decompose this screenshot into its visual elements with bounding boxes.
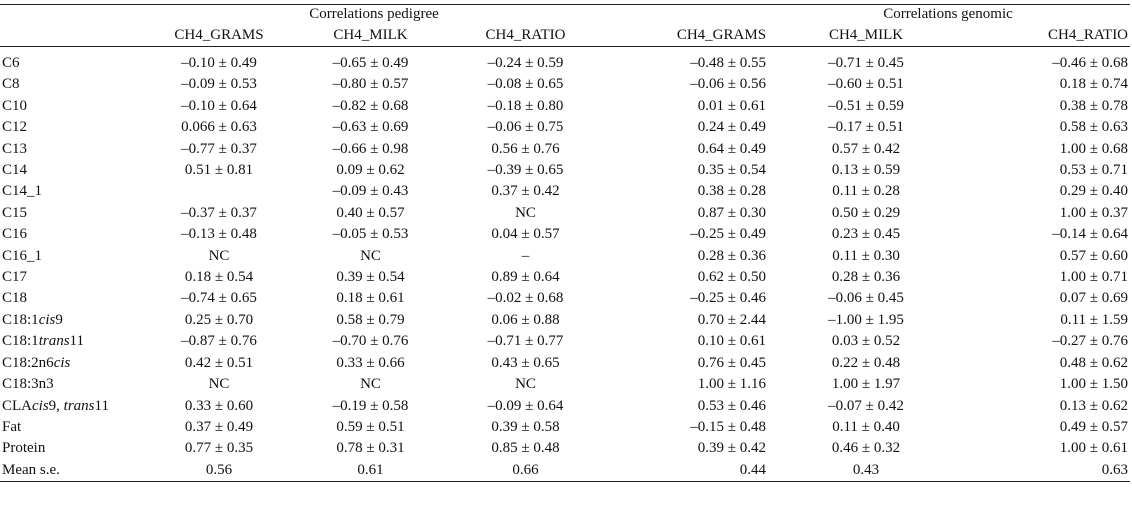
table-cell: 0.09 ± 0.62 — [336, 162, 405, 179]
table-cell: 0.29 ± 0.40 — [1059, 183, 1129, 200]
table-cell: 0.39 ± 0.54 — [336, 269, 405, 286]
table-cell: 0.39 ± 0.58 — [491, 418, 560, 435]
table-cell: 0.03 ± 0.52 — [831, 333, 901, 350]
table-row — [0, 438, 1130, 459]
table-cell: –0.09 ± 0.64 — [487, 397, 564, 414]
group-header-row — [0, 5, 1130, 24]
table-cell: –0.02 ± 0.68 — [487, 290, 564, 307]
table-cell: 0.56 ± 0.76 — [491, 140, 560, 157]
table-cell: –0.05 ± 0.53 — [332, 226, 409, 243]
table-cell: –0.24 ± 0.59 — [487, 55, 564, 71]
table-cell: –0.25 ± 0.46 — [690, 290, 767, 307]
table-cell: 0.56 — [145, 460, 293, 482]
row-label: Fat — [2, 418, 22, 435]
table-cell: 0.62 ± 0.50 — [697, 269, 767, 286]
table-cell: 0.50 ± 0.29 — [831, 204, 901, 221]
table-cell: –0.13 ± 0.48 — [181, 226, 257, 243]
table-cell: NC — [360, 247, 381, 264]
table-cell: 1.00 ± 1.16 — [697, 376, 767, 393]
table-cell: 0.39 ± 0.42 — [697, 440, 767, 457]
table-row — [0, 139, 1130, 160]
table-cell: 0.11 ± 0.30 — [832, 247, 900, 264]
row-label: C14 — [2, 162, 28, 179]
table-cell: –0.17 ± 0.51 — [828, 119, 904, 136]
table-cell: 0.42 ± 0.51 — [184, 354, 254, 371]
table-cell: 0.37 ± 0.42 — [491, 183, 560, 200]
table-cell: –0.14 ± 0.64 — [1052, 226, 1129, 243]
table-cell: –0.87 ± 0.76 — [181, 333, 257, 350]
table-cell: NC — [515, 204, 536, 221]
table-cell: 0.13 ± 0.62 — [1059, 397, 1129, 414]
table-cell: 0.28 ± 0.36 — [697, 247, 767, 264]
table-cell: –0.18 ± 0.80 — [487, 97, 564, 114]
table-cell: 0.78 ± 0.31 — [336, 440, 405, 457]
row-label: C8 — [2, 76, 20, 93]
table-cell: –0.19 ± 0.58 — [332, 397, 409, 414]
table-cell: –0.06 ± 0.75 — [487, 119, 564, 136]
table-cell: 0.66 — [448, 460, 603, 482]
table-cell: 0.63 — [946, 460, 1130, 482]
table-cell: NC — [208, 376, 230, 393]
table-row — [0, 417, 1130, 438]
table-cell: 0.22 ± 0.48 — [831, 354, 901, 371]
table-cell: 0.33 ± 0.66 — [336, 354, 405, 371]
table-cell: 0.49 ± 0.57 — [1059, 418, 1129, 435]
table-cell: 0.18 ± 0.61 — [336, 290, 405, 307]
table-row — [0, 47, 1130, 75]
table-cell: –0.77 ± 0.37 — [181, 140, 257, 157]
row-label: C18:1cis9 — [2, 311, 63, 328]
row-label: C12 — [2, 119, 28, 136]
table-cell: –0.63 ± 0.69 — [332, 119, 409, 136]
table-cell: 0.53 ± 0.46 — [697, 397, 767, 414]
table-cell: 0.61 — [293, 460, 448, 482]
table-cell: 0.33 ± 0.60 — [184, 397, 254, 414]
table-row — [0, 288, 1130, 309]
table-row — [0, 224, 1130, 245]
column-header: CH4_GRAMS — [145, 24, 293, 47]
row-label: C13 — [2, 140, 28, 157]
table-cell: NC — [360, 376, 381, 393]
table-cell: 0.43 — [786, 460, 946, 482]
table-cell: 0.53 ± 0.71 — [1059, 162, 1129, 179]
table-cell: 0.58 ± 0.63 — [1059, 119, 1129, 136]
table-cell: 1.00 ± 0.61 — [1059, 440, 1129, 457]
table-row — [0, 74, 1130, 95]
row-label: C18 — [2, 290, 28, 307]
table-cell: –0.46 ± 0.68 — [1052, 55, 1129, 71]
row-label: C16_1 — [2, 247, 43, 264]
table-cell: 1.00 ± 0.37 — [1059, 204, 1129, 221]
row-label: Protein — [2, 440, 46, 457]
group-header-genomic: Correlations genomic — [883, 6, 1013, 22]
table-cell: –0.25 ± 0.49 — [690, 226, 767, 243]
table-cell: 0.85 ± 0.48 — [491, 440, 560, 457]
table-cell: –0.06 ± 0.45 — [828, 290, 904, 307]
table-cell: 0.07 ± 0.69 — [1059, 290, 1129, 307]
table-row — [0, 460, 1130, 482]
row-label: C18:3n3 — [2, 376, 54, 393]
table-cell: 0.46 ± 0.32 — [831, 440, 901, 457]
table-cell: –0.10 ± 0.49 — [181, 55, 257, 71]
table-cell: 0.44 — [603, 460, 786, 482]
row-label: C17 — [2, 269, 28, 286]
column-header: CH4_RATIO — [946, 24, 1130, 47]
table-cell: 1.00 ± 1.97 — [831, 376, 901, 393]
table-cell — [145, 181, 293, 202]
table-cell: –0.06 ± 0.56 — [690, 76, 767, 93]
row-label: Mean s.e. — [0, 460, 145, 482]
table-cell: 0.37 ± 0.49 — [184, 418, 254, 435]
table-cell: 0.04 ± 0.57 — [491, 226, 560, 243]
table-cell: 0.11 ± 0.28 — [832, 183, 900, 200]
table-cell: –0.82 ± 0.68 — [332, 97, 409, 114]
table-cell: 0.01 ± 0.61 — [697, 97, 767, 114]
table-cell: –0.37 ± 0.37 — [181, 204, 257, 221]
table-cell: –0.15 ± 0.48 — [690, 418, 767, 435]
table-cell: –0.65 ± 0.49 — [332, 55, 409, 71]
row-label: C16 — [2, 226, 28, 243]
table-row — [0, 353, 1130, 374]
table-cell: 0.87 ± 0.30 — [697, 204, 767, 221]
table-cell: 0.57 ± 0.60 — [1059, 247, 1129, 264]
table-cell: 0.18 ± 0.74 — [1059, 76, 1129, 93]
table-cell: –0.39 ± 0.65 — [487, 162, 564, 179]
row-label: C10 — [2, 97, 28, 114]
table-cell: – — [521, 247, 530, 264]
column-header: CH4_RATIO — [448, 24, 603, 47]
table-row — [0, 181, 1130, 202]
table-cell: 0.70 ± 2.44 — [697, 311, 767, 328]
row-label: CLAcis9, trans11 — [2, 397, 109, 414]
column-header-row — [0, 24, 1130, 47]
table-cell: –0.10 ± 0.64 — [181, 97, 257, 114]
table-cell: –0.27 ± 0.76 — [1052, 333, 1129, 350]
table-body — [0, 47, 1130, 482]
table-cell: –0.74 ± 0.65 — [181, 290, 257, 307]
table-row — [0, 310, 1130, 331]
table-cell: 1.00 ± 0.68 — [1059, 140, 1129, 157]
table-cell: 0.25 ± 0.70 — [184, 311, 254, 328]
table-cell: –0.70 ± 0.76 — [332, 333, 409, 350]
table-cell: 0.59 ± 0.51 — [336, 418, 405, 435]
table-cell: 0.10 ± 0.61 — [697, 333, 767, 350]
table-cell: 0.13 ± 0.59 — [831, 162, 901, 179]
column-header: CH4_GRAMS — [603, 24, 786, 47]
table-cell: 0.57 ± 0.42 — [831, 140, 901, 157]
table-cell: –0.48 ± 0.55 — [690, 55, 767, 71]
table-cell: –0.07 ± 0.42 — [828, 397, 904, 414]
table-cell: 0.51 ± 0.81 — [184, 162, 254, 179]
table-row — [0, 331, 1130, 352]
table-cell: 0.64 ± 0.49 — [697, 140, 767, 157]
row-label: C18:2n6cis — [2, 354, 71, 371]
table-cell: –0.71 ± 0.77 — [487, 333, 564, 350]
table-cell: 0.38 ± 0.78 — [1059, 97, 1129, 114]
table-row — [0, 96, 1130, 117]
table-cell: 0.28 ± 0.36 — [831, 269, 901, 286]
table-cell: 1.00 ± 1.50 — [1059, 376, 1129, 393]
table-cell: NC — [515, 376, 536, 393]
table-row — [0, 160, 1130, 181]
table-cell: 0.24 ± 0.49 — [697, 119, 767, 136]
row-label: C6 — [2, 55, 20, 71]
table-cell: –0.66 ± 0.98 — [332, 140, 409, 157]
table-cell: –0.60 ± 0.51 — [828, 76, 904, 93]
table-cell: –0.80 ± 0.57 — [332, 76, 409, 93]
correlations-table — [0, 5, 1130, 482]
table-cell: 0.89 ± 0.64 — [491, 269, 560, 286]
table-cell: 0.06 ± 0.88 — [491, 311, 560, 328]
group-header-pedigree: Correlations pedigree — [309, 6, 439, 22]
table-cell: 0.48 ± 0.62 — [1059, 354, 1129, 371]
column-header: CH4_MILK — [786, 24, 946, 47]
table-cell: –0.09 ± 0.53 — [181, 76, 257, 93]
table-row — [0, 203, 1130, 224]
table-row — [0, 267, 1130, 288]
table-cell: –0.09 ± 0.43 — [332, 183, 409, 200]
table-cell: –0.51 ± 0.59 — [828, 97, 904, 114]
table-row — [0, 396, 1130, 417]
table-cell: 0.43 ± 0.65 — [491, 354, 560, 371]
row-label: C14_1 — [2, 183, 43, 200]
table-cell: 0.40 ± 0.57 — [336, 204, 405, 221]
stub-column-header — [0, 24, 145, 47]
row-label: C15 — [2, 204, 28, 221]
table-cell: 0.38 ± 0.28 — [697, 183, 767, 200]
table-row — [0, 246, 1130, 267]
table-cell: 0.11 ± 1.59 — [1060, 311, 1129, 328]
table-cell: 0.35 ± 0.54 — [697, 162, 767, 179]
table-cell: –0.71 ± 0.45 — [828, 55, 904, 71]
table-row — [0, 117, 1130, 138]
table-cell: 0.066 ± 0.63 — [181, 119, 257, 136]
table-cell: 0.11 ± 0.40 — [832, 418, 900, 435]
table-cell: –1.00 ± 1.95 — [828, 311, 904, 328]
column-header: CH4_MILK — [293, 24, 448, 47]
table-cell: 0.76 ± 0.45 — [697, 354, 767, 371]
table-cell: 0.23 ± 0.45 — [831, 226, 901, 243]
stub-header — [0, 5, 145, 24]
table-cell: 1.00 ± 0.71 — [1059, 269, 1129, 286]
table-cell: –0.08 ± 0.65 — [487, 76, 564, 93]
table-row — [0, 374, 1130, 395]
table-cell: NC — [208, 247, 230, 264]
table-cell: 0.77 ± 0.35 — [184, 440, 254, 457]
row-label: C18:1trans11 — [2, 333, 84, 350]
table-cell: 0.18 ± 0.54 — [184, 269, 254, 286]
table-cell: 0.58 ± 0.79 — [336, 311, 405, 328]
